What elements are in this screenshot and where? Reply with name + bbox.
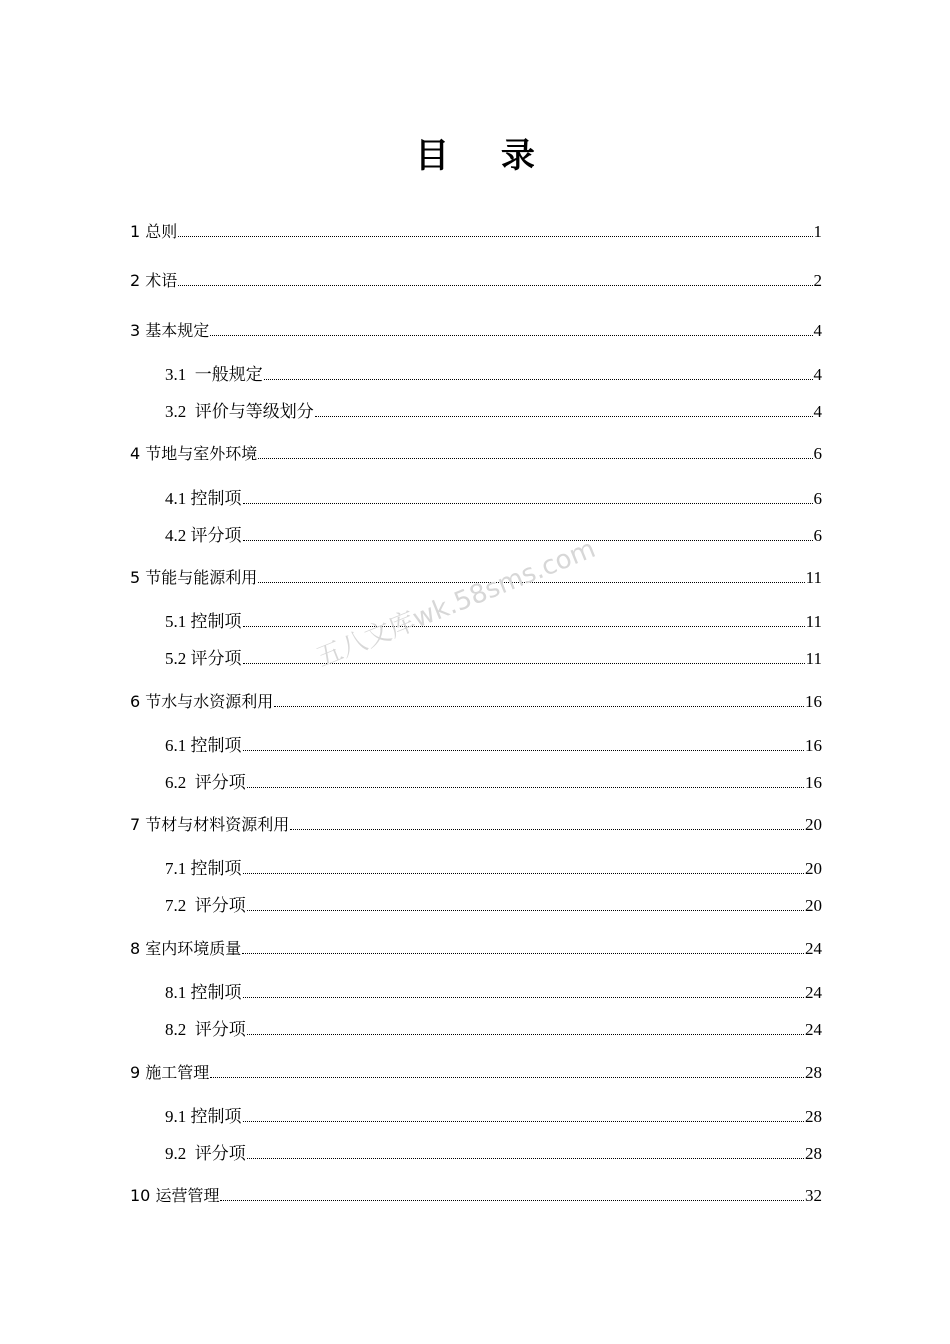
toc-entry-page: 24 bbox=[805, 939, 822, 958]
toc-entry-label: 6 节水与水资源利用 bbox=[130, 692, 274, 711]
toc-leader-dots bbox=[315, 416, 813, 417]
toc-entry-label: 3 基本规定 bbox=[130, 321, 210, 340]
toc-entry-page: 28 bbox=[805, 1144, 822, 1163]
toc-entry[interactable] bbox=[130, 268, 822, 292]
toc-entry-label: 8.1 控制项 bbox=[165, 983, 242, 1002]
toc-entry[interactable] bbox=[165, 1017, 822, 1041]
toc-entry-page: 28 bbox=[805, 1063, 822, 1082]
toc-leader-dots bbox=[247, 787, 804, 788]
toc-leader-dots bbox=[243, 750, 805, 751]
toc-leader-dots bbox=[290, 829, 804, 830]
toc-entry-page: 11 bbox=[805, 649, 822, 668]
toc-leader-dots bbox=[247, 1034, 804, 1035]
toc-entry-page: 1 bbox=[813, 222, 822, 241]
toc-leader-dots bbox=[274, 706, 804, 707]
toc-leader-dots bbox=[243, 997, 805, 998]
toc-entry[interactable] bbox=[130, 812, 822, 836]
toc-entry-label: 6.1 控制项 bbox=[165, 736, 242, 755]
toc-leader-dots bbox=[210, 335, 812, 336]
toc-entry[interactable] bbox=[165, 893, 822, 917]
toc-entry-label: 3.1 一般规定 bbox=[165, 365, 263, 384]
toc-leader-dots bbox=[264, 379, 813, 380]
toc-entry-page: 24 bbox=[805, 1020, 822, 1039]
toc-entry-label: 10 运营管理 bbox=[130, 1186, 220, 1205]
toc-entry-label: 5.1 控制项 bbox=[165, 612, 242, 631]
toc-entry-page: 16 bbox=[805, 692, 822, 711]
toc-entry-label: 5.2 评分项 bbox=[165, 649, 242, 668]
toc-entry[interactable] bbox=[130, 219, 822, 243]
toc-entry-page: 4 bbox=[813, 365, 822, 384]
toc-entry[interactable] bbox=[165, 486, 822, 510]
toc-entry-page: 16 bbox=[805, 736, 822, 755]
toc-entry[interactable] bbox=[165, 609, 822, 633]
toc-entry-label: 6.2 评分项 bbox=[165, 773, 246, 792]
toc-entry[interactable] bbox=[165, 770, 822, 794]
toc-entry[interactable] bbox=[165, 733, 822, 757]
toc-leader-dots bbox=[247, 1158, 804, 1159]
toc-entry[interactable] bbox=[130, 441, 822, 465]
toc-entry[interactable] bbox=[130, 1183, 822, 1207]
toc-entry-page: 2 bbox=[813, 271, 822, 290]
toc-leader-dots bbox=[243, 1121, 805, 1122]
toc-entry-label: 4 节地与室外环境 bbox=[130, 444, 258, 463]
toc-leader-dots bbox=[210, 1077, 804, 1078]
page-title: 目 录 bbox=[415, 136, 555, 176]
toc-entry-page: 6 bbox=[813, 489, 822, 508]
toc-entry-label: 4.1 控制项 bbox=[165, 489, 242, 508]
toc-entry-page: 20 bbox=[805, 859, 822, 878]
toc-entry-label: 5 节能与能源利用 bbox=[130, 568, 258, 587]
toc-entry-label: 9.2 评分项 bbox=[165, 1144, 246, 1163]
toc-entry-label: 7.2 评分项 bbox=[165, 896, 246, 915]
toc-entry-page: 6 bbox=[813, 444, 822, 463]
toc-entry-page: 11 bbox=[805, 612, 822, 631]
toc-entry-label: 8.2 评分项 bbox=[165, 1020, 246, 1039]
toc-leader-dots bbox=[220, 1200, 804, 1201]
toc-entry-page: 28 bbox=[805, 1107, 822, 1126]
toc-leader-dots bbox=[243, 626, 805, 627]
toc-entry[interactable] bbox=[165, 1141, 822, 1165]
toc-entry-label: 1 总则 bbox=[130, 222, 178, 241]
toc-entry-page: 32 bbox=[805, 1186, 822, 1205]
toc-entry[interactable] bbox=[165, 646, 822, 670]
toc-leader-dots bbox=[242, 953, 804, 954]
watermark-text: 五八文库wk.58sms.com bbox=[312, 533, 600, 674]
toc-entry[interactable] bbox=[130, 689, 822, 713]
toc-entry-label: 9.1 控制项 bbox=[165, 1107, 242, 1126]
toc-entry[interactable] bbox=[130, 1060, 822, 1084]
toc-entry[interactable] bbox=[165, 856, 822, 880]
toc-entry-label: 7.1 控制项 bbox=[165, 859, 242, 878]
toc-entry-page: 16 bbox=[805, 773, 822, 792]
toc-leader-dots bbox=[243, 540, 813, 541]
toc-entry-page: 20 bbox=[805, 896, 822, 915]
toc-entry-label: 3.2 评价与等级划分 bbox=[165, 402, 314, 421]
toc-leader-dots bbox=[178, 285, 812, 286]
toc-entry[interactable] bbox=[165, 1104, 822, 1128]
toc-entry-page: 6 bbox=[813, 526, 822, 545]
toc-entry[interactable] bbox=[130, 936, 822, 960]
toc-leader-dots bbox=[258, 458, 812, 459]
toc-entry-page: 20 bbox=[805, 815, 822, 834]
toc-entry-page: 11 bbox=[805, 568, 822, 587]
toc-entry[interactable] bbox=[130, 318, 822, 342]
toc-leader-dots bbox=[243, 873, 805, 874]
toc-leader-dots bbox=[243, 503, 813, 504]
toc-leader-dots bbox=[247, 910, 804, 911]
toc-entry-label: 8 室内环境质量 bbox=[130, 939, 242, 958]
toc-entry[interactable] bbox=[165, 980, 822, 1004]
toc-entry-label: 4.2 评分项 bbox=[165, 526, 242, 545]
toc-entry-label: 2 术语 bbox=[130, 271, 178, 290]
toc-leader-dots bbox=[178, 236, 812, 237]
toc-entry-page: 4 bbox=[813, 321, 822, 340]
toc-entry-page: 24 bbox=[805, 983, 822, 1002]
toc-entry-page: 4 bbox=[813, 402, 822, 421]
toc-entry[interactable] bbox=[165, 523, 822, 547]
toc-entry-label: 7 节材与材料资源利用 bbox=[130, 815, 290, 834]
toc-entry-label: 9 施工管理 bbox=[130, 1063, 210, 1082]
toc-entry[interactable] bbox=[165, 399, 822, 423]
toc-entry[interactable] bbox=[165, 362, 822, 386]
